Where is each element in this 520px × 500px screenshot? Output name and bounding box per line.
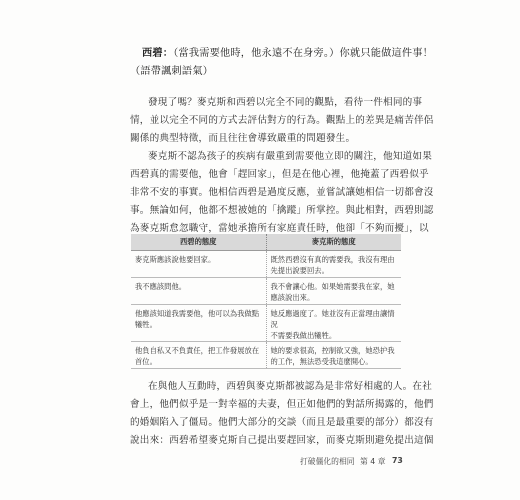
cell-text: 我不應該問他。 <box>135 282 187 291</box>
cell-text: 不需要我做出犧牲。 <box>270 331 337 340</box>
running-title: 打破僵化的相同 <box>300 457 355 466</box>
table-cell <box>131 342 266 369</box>
paragraph-line: 的婚姻陷入了僵局。他們大部分的交談（而且是最重要的部分）都沒有 <box>130 417 434 428</box>
paragraph-line: 在與他人互動時，西碧與麥克斯都被認為是非常好相處的人。在社 <box>148 381 433 392</box>
chapter-label: 第 4 章 <box>360 457 386 466</box>
paragraph-line: 情，並以完全不同的方式去評估對方的行為。觀點上的差異是痛苦伴侶 <box>130 115 434 126</box>
table-cell <box>131 305 266 342</box>
table-row <box>131 305 401 342</box>
paragraph-line: 為麥克斯怠忽職守，當她承擔所有家庭責任時，他卻「不夠而擾」，以 <box>130 223 429 234</box>
table-header-max: 麥克斯的態度 <box>266 234 401 251</box>
paragraph-line: 說出來：西碧希望麥克斯自己提出要趕回家，而麥克斯則避免提出這個 <box>130 435 434 446</box>
table-header-row <box>131 234 401 251</box>
cell-text: 麥克斯應該說他要回家。 <box>135 255 216 264</box>
paragraph-line: 麥克斯不認為孩子的疾病有嚴重到需要他立即的關注，他知道如果 <box>148 151 433 162</box>
paragraph-line: 西碧真的需要他，他會「趕回家」，但是在他心裡，他掩蓋了西碧似乎 <box>130 169 429 180</box>
cell-text: 的工作，無法恐受我這麼開心。 <box>270 357 373 366</box>
cell-text: 我不會讓心他。如果她需要我在家，她 <box>270 282 395 291</box>
table-row <box>131 342 401 369</box>
table-cell <box>266 251 401 278</box>
table-cell <box>131 278 266 305</box>
table-cell <box>131 251 266 278</box>
table-cell <box>266 278 401 305</box>
paragraph-line: 非常不安的事實。他相信西碧是過度反應，並嘗試讓她相信一切都會沒 <box>130 187 434 198</box>
attitude-comparison-table <box>131 234 401 369</box>
table-row <box>131 251 401 278</box>
cell-text: 既然西碧沒有真的需要我，我沒有理由 <box>270 255 395 264</box>
table-row <box>131 278 401 305</box>
page-number: 73 <box>392 456 403 465</box>
table-cell <box>266 342 401 369</box>
dialogue-text: （當我需要他時，他永遠不在身旁。）你就只能做這件事！ <box>173 48 434 59</box>
paragraph-line: 會上，他們似乎是一對幸福的夫妻，但正如他們的對話所揭露的，他們 <box>130 399 434 410</box>
dialogue-line <box>142 44 433 59</box>
cell-text: 首位。 <box>135 357 157 366</box>
cell-text: 先提出說要回去。 <box>270 266 329 275</box>
dialogue-speaker: 西碧： <box>142 47 174 59</box>
paragraph-line: 關係的典型特徵，而且往往會導致嚴重的問題發生。 <box>130 133 356 144</box>
cell-text: 她的要求很高，控制欲又強，她恐护我 <box>270 346 395 355</box>
cell-text: 她反應過度了。她並沒有正當理由讓情況 <box>270 309 395 329</box>
cell-text: 犧牲。 <box>135 320 157 329</box>
dialogue-stage-direction: （語帶諷刺語氣） <box>130 66 214 77</box>
paragraph-line: 事。無論如何，他都不想被她的「擒蹤」所掌控。與此相對，西碧則認 <box>130 205 434 216</box>
paragraph-line: 發現了嗎？麥克斯和西碧以完全不同的觀點，看待一件相同的事 <box>148 97 423 108</box>
table-header-sibi: 西碧的態度 <box>131 234 266 251</box>
cell-text: 他應該知道我需要他，他可以為我做點 <box>135 309 260 318</box>
cell-text: 他負自私又不負責任，把工作發展放在 <box>135 346 260 355</box>
cell-text: 應該說出來。 <box>270 293 315 302</box>
table-cell <box>266 305 401 342</box>
